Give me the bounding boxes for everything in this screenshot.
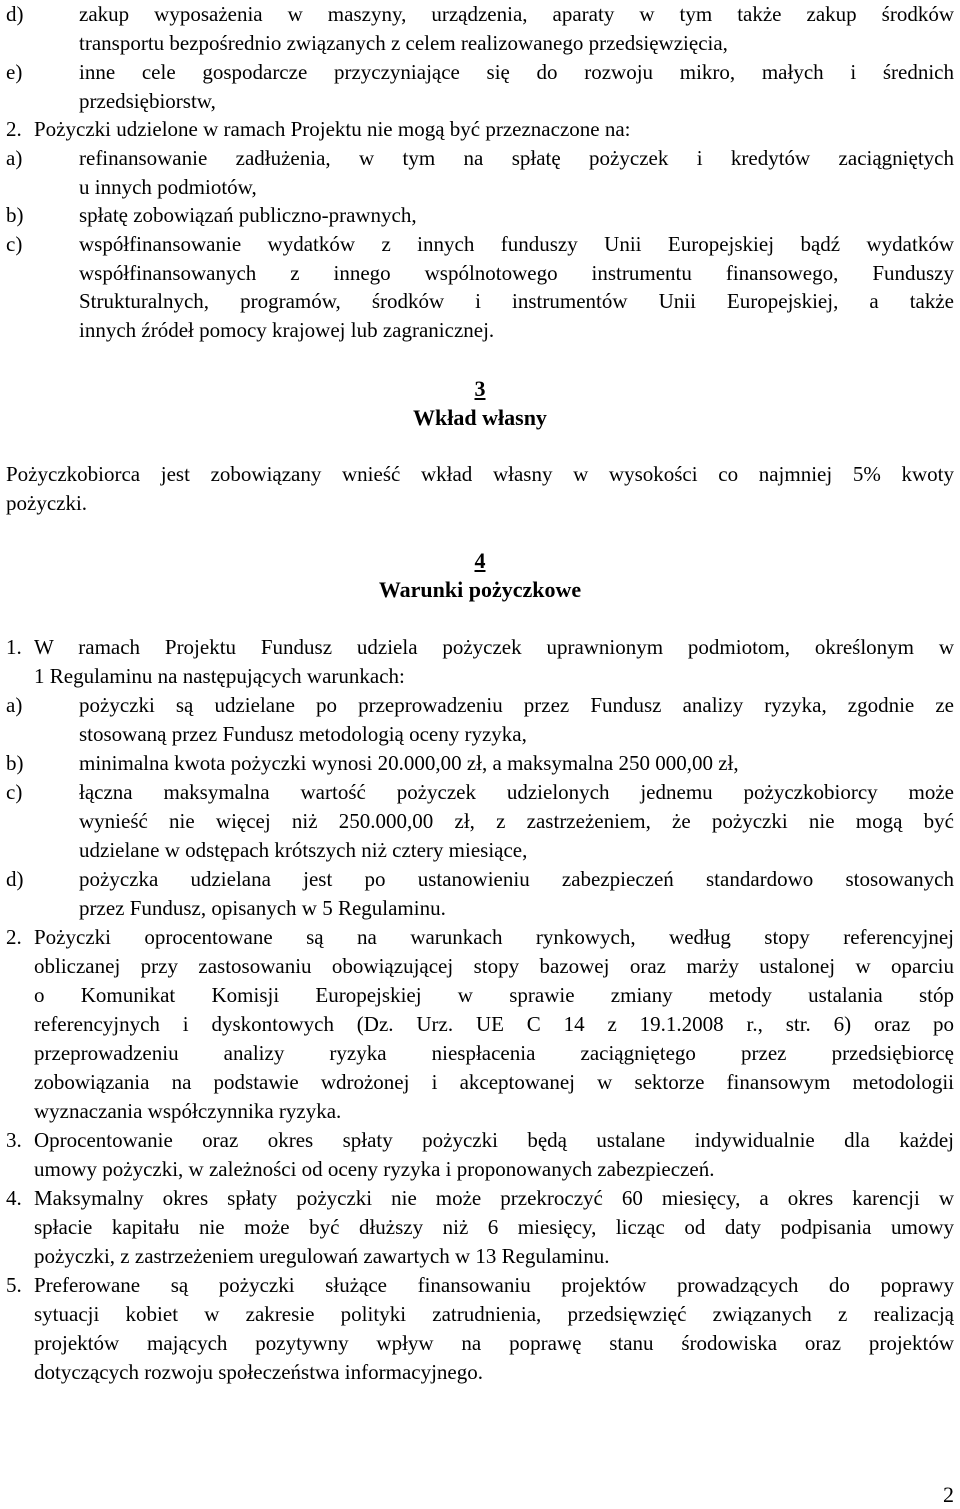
section-4-point-1-item-d-line-2: przez Fundusz, opisanych w 5 Regulaminu.	[79, 896, 446, 920]
section-4-point-3-line-2: umowy pożyczki, w zależności od oceny ryzyka i proponowanych zabezpieczeń.	[34, 1157, 715, 1181]
section-4-point-5-line-4: dotyczących rozwoju społeczeństwa informacyjnego.	[34, 1360, 483, 1384]
item-marker-d: d)	[6, 2, 24, 26]
section-4-point-marker-2: 2.	[6, 925, 22, 949]
point-2-item-c-line-1: współfinansowanie wydatków z innych funduszy Unii Europejskiej bądź wydatków	[79, 232, 954, 256]
section-3-number	[0, 374, 960, 404]
item-e-line-2: przedsiębiorstw,	[79, 89, 216, 113]
section-4-point-2-line-3: o Komunikat Komisji Europejskiej w sprawie zmiany metody ustalania stóp	[34, 983, 954, 1007]
section-4-point-5-line-3: projektów mających pozytywny wpływ na poprawę stanu środowiska oraz projektów	[34, 1331, 954, 1355]
point-2-item-a-line-2: u innych podmiotów,	[79, 175, 257, 199]
section-4-point-1-item-c-line-2: wynieść nie więcej niż 250.000,00 zł, z zastrzeżeniem, że pożyczki nie mogą być	[79, 809, 954, 833]
section-4-point-1-line-1: W ramach Projektu Fundusz udziela pożyczek uprawnionym podmiotom, określonym w	[34, 635, 954, 659]
section-4-title: Warunki pożyczkowe	[378, 577, 582, 602]
point-2-item-marker-b: b)	[6, 203, 24, 227]
item-marker-e: e)	[6, 60, 23, 84]
section-4-point-2-line-6: zobowiązania na podstawie wdrożonej i akceptowanej w sektorze finansowym metodologii	[34, 1070, 954, 1094]
section-4-point-4-line-1: Maksymalny okres spłaty pożyczki nie może przekroczyć 60 miesięcy, a okres karencji w	[34, 1186, 954, 1210]
section-4-point-1-line-2: 1 Regulaminu na następujących warunkach:	[34, 664, 405, 688]
point-2-item-b-line-1: spłatę zobowiązań publiczno-prawnych,	[79, 203, 417, 227]
section-3-number-text: 3	[474, 376, 486, 401]
point-2-item-c-line-2: współfinansowanych z innego wspólnotowego instrumentu finansowego, Funduszy	[79, 261, 954, 285]
item-d-line-1: zakup wyposażenia w maszyny, urządzenia, aparaty w tym także zakup środków	[79, 2, 954, 26]
section-4-point-2-line-7: wyznaczania współczynnika ryzyka.	[34, 1099, 342, 1123]
section-4-point-2-line-1: Pożyczki oprocentowane są na warunkach rynkowych, według stopy referencyjnej	[34, 925, 954, 949]
section-4-point-2-line-4: referencyjnych i dyskontowych (Dz. Urz. UE C 14 z 19.1.2008 r., str. 6) oraz po	[34, 1012, 954, 1036]
section-4-point-1-item-c-line-3: udzielane w odstępach krótszych niż cztery miesiące,	[79, 838, 528, 862]
section-4-point-marker-5: 5.	[6, 1273, 22, 1297]
item-e-line-1: inne cele gospodarcze przyczyniające się do rozwoju mikro, małych i średnich	[79, 60, 954, 84]
point-2-item-c-line-4: innych źródeł pomocy krajowej lub zagranicznej.	[79, 318, 495, 342]
point-2-item-marker-a: a)	[6, 146, 23, 170]
section-4-point-1-item-marker-a: a)	[6, 693, 23, 717]
section-4-point-1-item-marker-b: b)	[6, 751, 24, 775]
section-4-number-text: 4	[474, 548, 486, 573]
item-d-line-2: transportu bezpośrednio związanych z celem realizowanego przedsięwzięcia,	[79, 31, 728, 55]
section-4-point-5-line-2: sytuacji kobiet w zakresie polityki zatrudnienia, przedsięwzięć związanych z realizacją	[34, 1302, 954, 1326]
section-4-point-1-item-c-line-1: łączna maksymalna wartość pożyczek udzielonych jednemu pożyczkobiorcy może	[79, 780, 954, 804]
section-4-point-1-item-b-line-1: minimalna kwota pożyczki wynosi 20.000,00 zł, a maksymalna 250 000,00 zł,	[79, 751, 739, 775]
section-4-point-1-item-a-line-2: stosowaną przez Fundusz metodologią oceny ryzyka,	[79, 722, 527, 746]
section-4-point-marker-3: 3.	[6, 1128, 22, 1152]
section-4-point-2-line-5: przeprowadzeniu analizy ryzyka niespłacenia zaciągniętego przez przedsiębiorcę	[34, 1041, 954, 1065]
section-3-line-2: pożyczki.	[6, 491, 88, 515]
section-4-number	[0, 546, 960, 576]
section-3-line-1: Pożyczkobiorca jest zobowiązany wnieść wkład własny w wysokości co najmniej 5% kwoty	[6, 462, 954, 486]
section-4-point-1-item-a-line-1: pożyczki są udzielane po przeprowadzeniu przez Fundusz analizy ryzyka, zgodnie ze	[79, 693, 954, 717]
section-4-point-1-item-d-line-1: pożyczka udzielana jest po ustanowieniu zabezpieczeń standardowo stosowanych	[79, 867, 954, 891]
section-4-point-4-line-2: spłacie kapitału nie może być dłuższy niż 6 miesięcy, licząc od daty podpisania umowy	[34, 1215, 954, 1239]
section-3-title: Wkład własny	[413, 405, 547, 430]
point-2-item-c-line-3: Strukturalnych, programów, środków i instrumentów Unii Europejskiej, a także	[79, 289, 954, 313]
section-4-point-marker-1: 1.	[6, 635, 22, 659]
section-4-point-3-line-1: Oprocentowanie oraz okres spłaty pożyczki będą ustalane indywidualnie dla każdej	[34, 1128, 954, 1152]
section-4-point-4-line-3: pożyczki, z zastrzeżeniem uregulowań zawartych w 13 Regulaminu.	[34, 1244, 610, 1268]
section-4-point-1-item-marker-d: d)	[6, 867, 24, 891]
point-2-intro: Pożyczki udzielone w ramach Projektu nie mogą być przeznaczone na:	[34, 117, 631, 141]
point-2-item-a-line-1: refinansowanie zadłużenia, w tym na spłatę pożyczek i kredytów zaciągniętych	[79, 146, 954, 170]
section-4-point-2-line-2: obliczanej przy zastosowaniu obowiązującej stopy bazowej oraz marży ustalonej w oparciu	[34, 954, 954, 978]
section-4-point-marker-4: 4.	[6, 1186, 22, 1210]
point-2-item-marker-c: c)	[6, 232, 23, 256]
section-4-point-1-item-marker-c: c)	[6, 780, 23, 804]
page-number: 2	[943, 1482, 954, 1507]
point-marker-2: 2.	[6, 117, 22, 141]
section-4-point-5-line-1: Preferowane są pożyczki służące finansowaniu projektów prowadzących do poprawy	[34, 1273, 954, 1297]
